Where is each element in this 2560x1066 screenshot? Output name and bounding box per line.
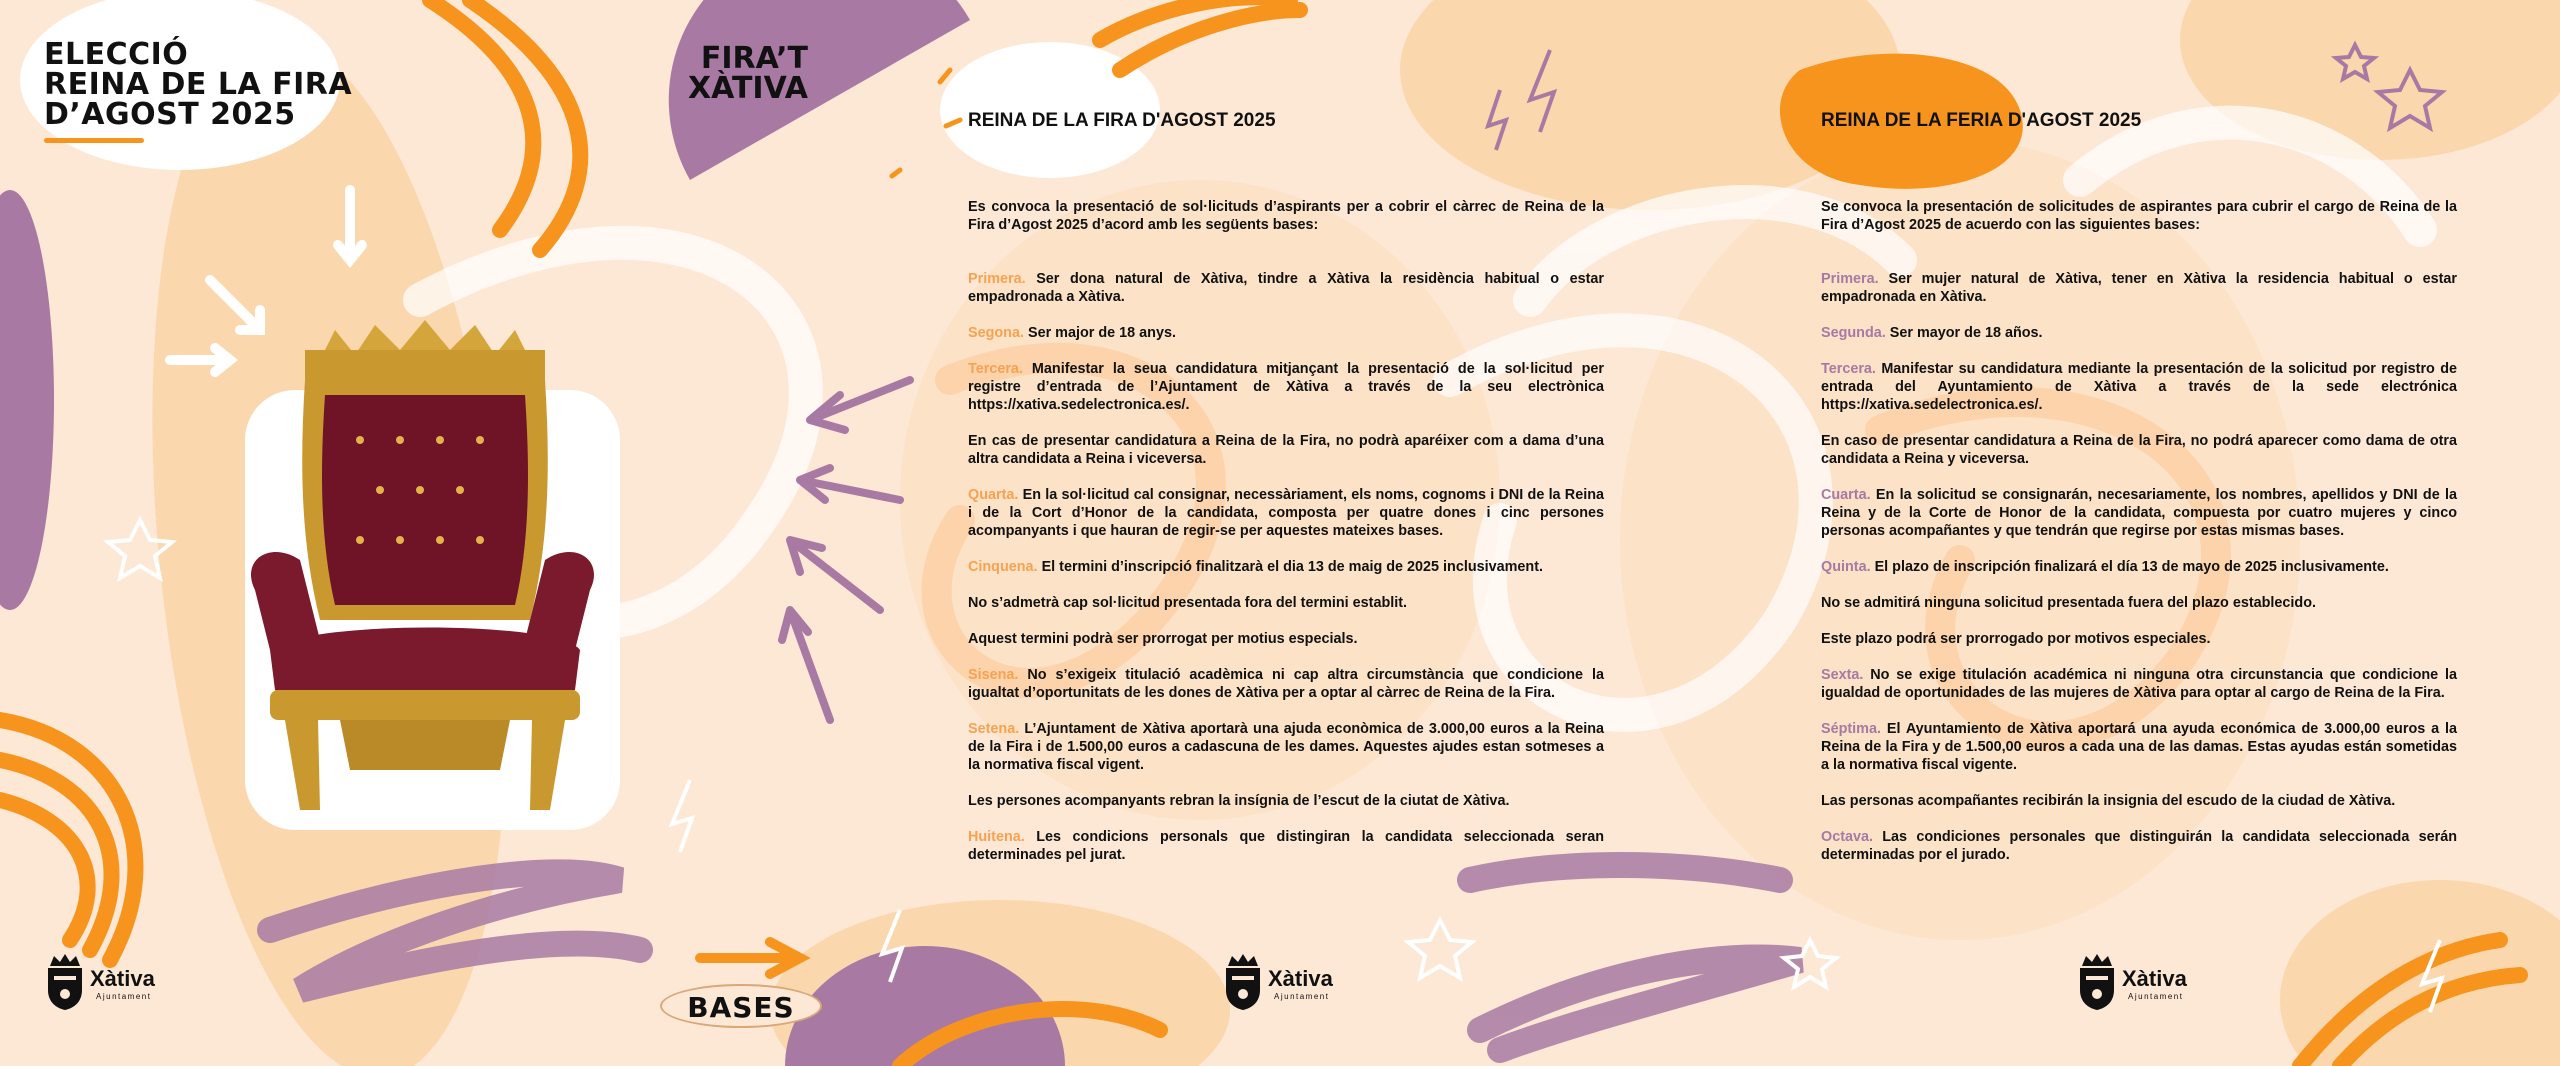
base-paragraph — [1821, 558, 2457, 576]
base-text: Aquest termini podrà ser prorrogat per motius especials. — [968, 631, 1358, 647]
base-paragraph — [1821, 270, 2457, 306]
base-keyword: Sexta. — [1821, 667, 1864, 683]
base-text: Les condicions personals que distingiran la candidata seleccionada seran determinades pel jurat. — [968, 829, 1604, 863]
base-keyword: Segunda. — [1821, 325, 1886, 341]
base-paragraph — [968, 432, 1604, 468]
base-paragraph — [1821, 360, 2457, 414]
base-text: Manifestar su candidatura mediante la presentación de la solicitud por registro de entrada del Ayuntamiento de Xàtiva a través de la sede electrónica https://xativa.sedelectronica.es/. — [1821, 361, 2457, 413]
valencian-heading: REINA DE LA FIRA D'AGOST 2025 — [968, 110, 1276, 131]
logo-name: Xàtiva — [2122, 966, 2187, 991]
spanish-items — [1821, 270, 2457, 864]
base-keyword: Setena. — [968, 721, 1020, 737]
fira-line: XÀTIVA — [687, 71, 808, 106]
base-keyword: Tercera. — [968, 361, 1023, 377]
logo-sub: Ajuntament — [2128, 992, 2184, 1001]
valencian-intro: Es convoca la presentació de sol·licituds d’aspirants per a cobrir el càrrec de Reina de la Fira d’Agost 2025 d’acord amb les següents bases: — [968, 199, 1604, 233]
base-paragraph — [1821, 792, 2457, 810]
base-text: Las personas acompañantes recibirán la insignia del escudo de la ciudad de Xàtiva. — [1821, 793, 2396, 809]
base-text: Las condiciones personales que distinguirán la candidata seleccionada serán determinadas por el jurado. — [1821, 829, 2457, 863]
base-paragraph — [968, 486, 1604, 540]
base-text: El termini d’inscripció finalitzarà el dia 13 de maig de 2025 inclusivament. — [1041, 559, 1544, 575]
bases-label: BASES — [687, 991, 795, 1024]
crest-icon — [44, 952, 86, 1012]
fira-line: FIRA’T — [700, 41, 808, 76]
base-text: Ser dona natural de Xàtiva, tindre a Xàtiva la residència habitual o estar empadronada a Xàtiva. — [968, 271, 1604, 305]
base-keyword: Cuarta. — [1821, 487, 1871, 503]
base-paragraph — [1821, 432, 2457, 468]
valencian-items — [968, 270, 1604, 864]
logo-name: Xàtiva — [1268, 966, 1333, 991]
base-text: L’Ajuntament de Xàtiva aportarà una ajuda econòmica de 3.000,00 euros a la Reina de la Fira i de 1.500,00 euros a cadascuna de les dames. Aquestes ajudes estan sotmeses a la normativa fiscal vigent. — [968, 721, 1605, 773]
base-keyword: Quarta. — [968, 487, 1019, 503]
base-text: Este plazo podrá ser prorrogado por motivos especiales. — [1821, 631, 2211, 647]
base-text: En caso de presentar candidatura a Reina de la Fira, no podrá aparecer como dama de otra candidata a Reina y viceversa. — [1821, 433, 2457, 467]
logo-name: Xàtiva — [90, 966, 155, 991]
base-text: En cas de presentar candidatura a Reina de la Fira, no podrà aparéixer com a dama d’una altra candidata a Reina i viceversa. — [968, 433, 1604, 467]
base-paragraph — [1821, 594, 2457, 612]
base-paragraph — [968, 558, 1604, 576]
base-keyword: Segona. — [968, 325, 1024, 341]
base-text: No se exige titulación académica ni ninguna otra circunstancia que condicione la igualdad de oportunidades de las mujeres de Xàtiva para optar al cargo de Reina de la Fira. — [1821, 667, 2457, 701]
base-keyword: Octava. — [1821, 829, 1873, 845]
base-keyword: Quinta. — [1821, 559, 1871, 575]
base-text: El Ayuntamiento de Xàtiva aportará una ayuda económica de 3.000,00 euros a la Reina de la Fira y de 1.500,00 euros a cada una de las damas. Estas ayudas están sometidas a la normativa fiscal vigente. — [1821, 721, 2457, 773]
election-title-line: ELECCIÓ — [44, 37, 189, 72]
base-keyword: Tercera. — [1821, 361, 1876, 377]
base-paragraph — [1821, 324, 2457, 342]
base-text: No s’admetrà cap sol·licitud presentada fora del termini establit. — [968, 595, 1408, 611]
base-paragraph — [968, 360, 1604, 414]
base-paragraph — [1821, 486, 2457, 540]
base-paragraph — [968, 630, 1604, 648]
spanish-heading: REINA DE LA FERIA D'AGOST 2025 — [1821, 110, 2142, 131]
firat-xativa-title — [662, 41, 808, 106]
base-paragraph — [968, 270, 1604, 306]
base-text: No se admitirá ninguna solicitud presentada fuera del plazo establecido. — [1821, 595, 2316, 611]
base-keyword: Huitena. — [968, 829, 1025, 845]
base-paragraph — [968, 594, 1604, 612]
base-keyword: Sisena. — [968, 667, 1019, 683]
base-keyword: Séptima. — [1821, 721, 1881, 737]
election-title-line: D’AGOST 2025 — [44, 97, 296, 132]
base-text: Les persones acompanyants rebran la insígnia de l’escut de la ciutat de Xàtiva. — [968, 793, 1510, 809]
base-paragraph — [968, 720, 1604, 774]
xativa-logo — [2076, 946, 2196, 1016]
base-keyword: Primera. — [1821, 271, 1879, 287]
bases-badge — [660, 984, 822, 1028]
crest-icon — [1222, 952, 1264, 1012]
xativa-logo — [1222, 946, 1342, 1016]
base-text: Manifestar la seua candidatura mitjançant la presentació de la sol·licitud per registre d’entrada de l’Ajuntament de Xàtiva a través de la seu electrònica https://xativa.sedelectronica.es/. — [968, 361, 1604, 413]
title-underline — [44, 138, 144, 143]
base-paragraph — [968, 828, 1604, 864]
valencian-bases-column — [968, 112, 1604, 882]
crest-icon — [2076, 952, 2118, 1012]
base-keyword: Primera. — [968, 271, 1026, 287]
xativa-logo — [44, 946, 164, 1016]
base-paragraph — [1821, 720, 2457, 774]
base-keyword: Cinquena. — [968, 559, 1038, 575]
base-paragraph — [968, 666, 1604, 702]
base-paragraph — [968, 792, 1604, 810]
election-title — [44, 37, 353, 132]
election-title-line: REINA DE LA FIRA — [44, 67, 353, 102]
base-paragraph — [968, 324, 1604, 342]
base-text: Ser mujer natural de Xàtiva, tener en Xàtiva la residencia habitual o estar empadronada en Xàtiva. — [1821, 271, 2457, 305]
base-paragraph — [1821, 630, 2457, 648]
base-paragraph — [1821, 666, 2457, 702]
base-text: El plazo de inscripción finalizará el día 13 de mayo de 2025 inclusivamente. — [1874, 559, 2389, 575]
logo-sub: Ajuntament — [1274, 992, 1330, 1001]
base-text: En la solicitud se consignarán, necesariamente, los nombres, apellidos y DNI de la Reina y de la Corte de Honor de la candidata, compuesta por cuatro mujeres y cinco personas acompañantes y que tendrán que regirse por estas mismas bases. — [1821, 487, 2457, 539]
spanish-bases-column — [1821, 112, 2457, 882]
base-text: En la sol·licitud cal consignar, necessàriament, els noms, cognoms i DNI de la Reina i de la Cort d’Honor de la candidata, composta per quatre dones i cinc persones acompanyants i que hauran de regir-se per aquestes mateixes bases. — [968, 487, 1604, 539]
base-paragraph — [1821, 828, 2457, 864]
logo-sub: Ajuntament — [96, 992, 152, 1001]
spanish-intro: Se convoca la presentación de solicitudes de aspirantes para cubrir el cargo de Reina de la Fira d’Agost 2025 de acuerdo con las siguientes bases: — [1821, 199, 2457, 233]
base-text: Ser major de 18 anys. — [1027, 325, 1176, 341]
base-text: Ser mayor de 18 años. — [1889, 325, 2043, 341]
base-text: No s’exigeix titulació acadèmica ni cap altra circumstància que condicione la igualtat d’oportunitats de les dones de Xàtiva per a optar al càrrec de Reina de la Fira. — [968, 667, 1604, 701]
